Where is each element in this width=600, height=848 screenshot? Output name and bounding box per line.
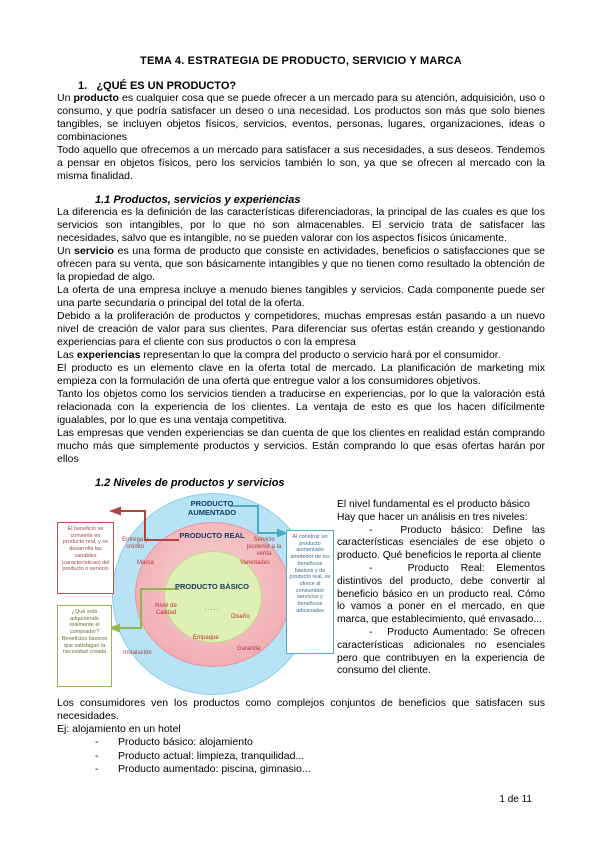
example-item-text: Producto actual: limpieza, tranquilidad... — [118, 749, 305, 762]
bold-term-producto: producto — [73, 92, 119, 104]
ring-label-marca: Marca — [137, 560, 154, 566]
paragraph-consumidores: Los consumidores ven los productos como complejos conjuntos de beneficios que satisfacen sus necesidades. — [57, 697, 545, 722]
ring-label-garantia: Garantía — [237, 646, 261, 652]
paragraph-empresas-experiencias: Las empresas que venden experiencias se dan cuenta de que los clientes en realidad están comprando mucho más que simplemente productos y servicios. Están comprando lo que esas ofertas harán por ellos — [57, 427, 545, 465]
section-1-heading: 1. ¿QUÉ ES UN PRODUCTO? — [78, 80, 237, 92]
levels-two-column-block — [57, 493, 545, 695]
text-run: Un — [57, 92, 74, 104]
example-item-text: Producto aumentado: piscina, gimnasio... — [118, 763, 311, 775]
levels-text-column — [337, 493, 545, 678]
paragraph-producto-definition — [57, 92, 545, 144]
diagram-title-producto-aumentado: PRODUCTO AUMENTADO — [187, 499, 237, 518]
diagram-ellipsis-label: ..... — [204, 605, 220, 612]
paragraph-todo-aquello: Todo aquello que ofrecemos a un mercado para satisfacer a sus necesidades, a sus deseos. Tendemos a pensar en objetos físicos, pero los servicios también lo son, ya que se ofrecen al mercado con la misma finalidad. — [57, 144, 545, 182]
level-bullet-producto-aumentado: - Producto Aumentado: Se ofrecen características adicionales no esenciales pero que contribuyen en la experiencia de consumo del cliente. — [337, 626, 545, 677]
levels-intro-line-2: Hay que hacer un análisis en tres niveles: — [337, 511, 528, 523]
ring-label-servicio-posterior: Servicio posterior a la venta — [246, 537, 282, 558]
callout-producto-real: El beneficio se convierte en producto real, y se desarrolla las variables (características) del producto o servicio — [57, 522, 114, 594]
level-bullet-producto-real: - Producto Real: Elementos distintivos del producto, debe convertir al beneficio básico en un producto real. Cómo lo vamos a poner en el mercado, en que marca, que establecimiento, qué envasado... — [337, 562, 545, 626]
example-item-basico — [95, 736, 545, 750]
example-item-actual — [95, 750, 545, 764]
example-item-aumentado — [95, 763, 545, 777]
paragraph-servicio-definition — [57, 245, 545, 284]
subsection-1-2-heading: 1.2 Niveles de productos y servicios — [95, 477, 285, 489]
ring-label-variedades: Variedades — [240, 560, 270, 566]
bold-term-experiencias: experiencias — [76, 349, 141, 361]
diagram-title-producto-basico: PRODUCTO BÁSICO — [174, 582, 250, 591]
text-run: es cualquier cosa que se puede ofrecer a un mercado para su atención, adquisición, uso o consumo, y que podría satisfacer un deseo o una necesidad. Los productos son más que solo bienes tangibles, se incluyen objetos físicos, servicios, eventos, personas, lugares, organizaciones, ideas o combinaciones — [57, 92, 545, 143]
text-run: Las — [57, 349, 77, 361]
levels-intro-line-1: El nivel fundamental es el producto básico — [337, 499, 530, 510]
paragraph-oferta-empresa: La oferta de una empresa incluye a menudo bienes tangibles y servicios. Cada componente puede ser una parte secundaria o principal del total de la oferta. — [57, 284, 545, 309]
product-levels-diagram — [57, 493, 337, 695]
paragraph-traducirse-experiencias: Tanto los objetos como los servicios tienden a traducirse en experiencias, por lo que la valoración está relacionada con la experiencia de los clientes. La ventaja de esto es que los hacen difícilmente igualables, por lo que es una ventaja competitiva. — [57, 388, 545, 426]
text-run: Un — [57, 245, 75, 257]
text-run: representan lo que la compra del producto o servicio hará por el consumidor. — [140, 349, 501, 361]
callout-producto-aumentado: Al construir un producto aumentado alrededor de los beneficios básicos y de producto real, se ofrece al consumidor servicios y beneficios adicionales — [286, 530, 334, 654]
paragraph-proliferacion: Debido a la proliferación de productos y competidores, muchas empresas están pasando a un nuevo nivel de creación de valor para sus clientes. Para diferenciar sus ofertas están creando y gestionando experiencias para el cliente con sus productos o con la empresa — [57, 310, 545, 348]
level-bullet-producto-basico: - Producto básico: Define las características esenciales de ese objeto o producto. Qué beneficios le reporta al cliente — [337, 524, 545, 562]
paragraph-experiencias-definition — [57, 349, 545, 362]
paragraph-elemento-clave: El producto es un elemento clave en la oferta total de mercado. La planificación de marketing mix empieza con la formulación de una oferta que entregue valor a los consumidores objetivos. — [57, 362, 545, 387]
dash-marker: - — [95, 763, 99, 775]
example-list — [57, 736, 545, 777]
page-title: TEMA 4. ESTRATEGIA DE PRODUCTO, SERVICIO Y MARCA — [140, 55, 462, 67]
dash-marker: - — [95, 749, 99, 762]
ring-label-diseno: Diseño — [231, 614, 250, 620]
ring-label-empaque: Empaque — [193, 635, 219, 641]
ring-label-entrega-y-credito: Entrega y crédito — [122, 537, 148, 551]
real-arrowhead-icon — [109, 507, 121, 516]
callout-producto-basico: ¿Qué está adquiriendo realmente el comprador? Beneficios básicos que satisfagan la necesidad creada — [57, 605, 112, 687]
paragraph-diferencia: La diferencia es la definición de las características diferenciadoras, la principal de las cuales es que los servicios son intangibles, por lo que no son almacenables. El servicio trata de satisfacer las necesidades, salvo que es intangible, no se pueden valorar con los aspectos físicos únicamente. — [57, 206, 545, 244]
dash-marker: - — [95, 736, 99, 748]
text-run: es una forma de producto que consiste en actividades, beneficios o satisfacciones que se ofrecen para su venta, que son básicamente intangibles y que no tienen como resultado la obtención de la propiedad de algo. — [57, 245, 546, 283]
diagram-title-producto-real: PRODUCTO REAL — [179, 531, 245, 540]
example-heading: Ej: alojamiento en un hotel — [57, 723, 181, 735]
bold-term-servicio: servicio — [74, 245, 114, 257]
example-item-text: Producto básico: alojamiento — [118, 736, 253, 748]
subsection-1-1-heading: 1.1 Productos, servicios y experiencias — [95, 194, 301, 206]
page-number: 1 de 11 — [499, 794, 532, 805]
ring-label-nivel-de-calidad: Nivel de Calidad — [155, 603, 177, 617]
ring-label-instalacion: Instalación — [123, 650, 152, 656]
